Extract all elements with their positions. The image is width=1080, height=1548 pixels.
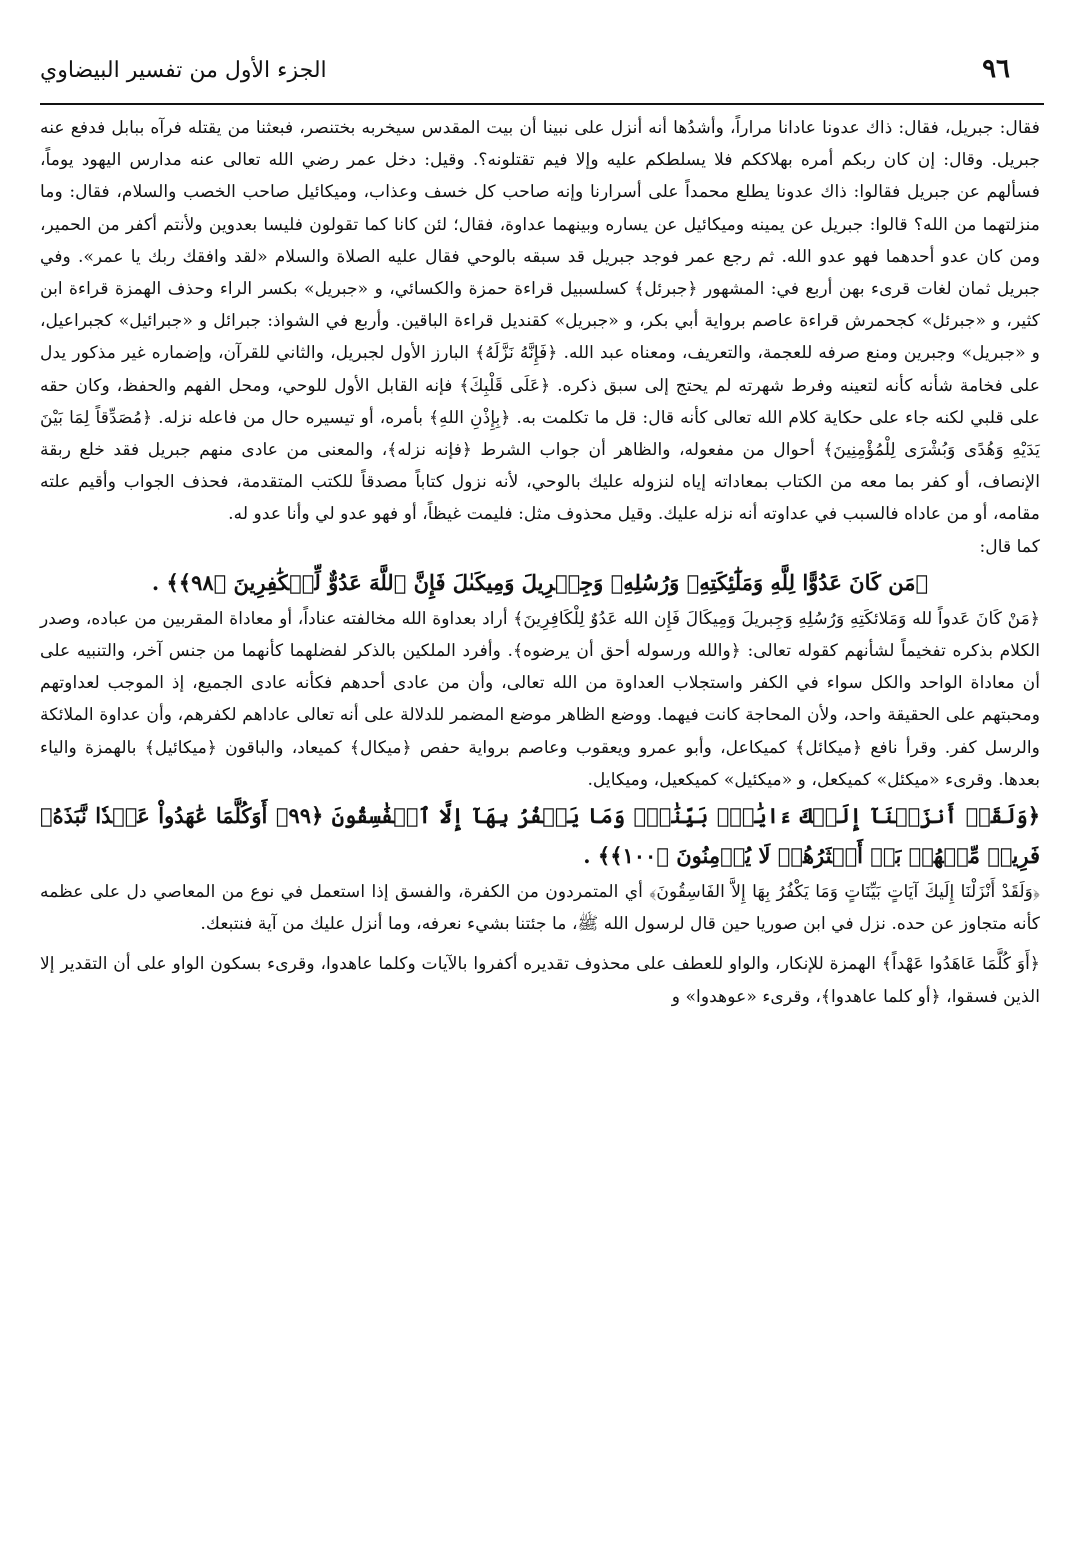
commentary-paragraph-1: فقال: جبريل، فقال: ذاك عدونا عادانا مراراً، وأشدُها أنه أنزل على نبينا أن بيت المقدس سيخربه بختنصر، فبعثنا من يقتله فرآه ببابل فدفع عنه جبريل. وقال: إن كان ربكم أمره بهلاككم فلا يسلطكم عليه وإلا فيم تقتلونه؟. وقيل: دخل عمر رضي الله تعالى عنه مدارس اليهود يوماً، فسألهم عن جبريل فقالوا: ذاك عدونا يطلع محمداً على أسرارنا وإنه صاحب كل خسف وعذاب، وميكائيل صاحب الخصب والسلام، فقال: وما منزلتهما من الله؟ قالوا: جبريل عن يمينه وميكائيل عن يساره وبينهما عداوة، فقال؛ لئن كانا كما تقولون فليسا بعدوين ولأنتم أكفر من الحمير، ومن كان عدو أحدهما فهو عدو الله. ثم رجع عمر فوجد جبريل قد سبقه بالوحي فقال عليه الصلاة والسلام «لقد وافقك ربك يا عمر». وفي جبريل ثمان لغات قرىء بهن أربع في: المشهور ﴿جبرئل﴾ كسلسبيل قراءة حمزة والكسائي، و «جبريل» بكسر الراء وحذف الهمزة قراءة ابن كثير، و «جبرئل» كجحمرش قراءة عاصم برواية أبي بكر، و «جبريل» كقنديل قراءة الباقين. وأربع في الشواذ: جبرائل و «جبرائيل» كجبراعيل، و «جبريل» وجبرين ومنع صرفه للعجمة، والتعريف، ومعناه عبد الله. ﴿فَإِنَّهُ نَزَّلَهُ﴾ البارز الأول لجبريل، والثاني للقرآن، وإضماره غير مذكور يدل على فخامة شأنه كأنه لتعينه وفرط شهرته لم يحتج إلى سبق ذكره. ﴿عَلَى قَلْبِكَ﴾ فإنه القابل الأول للوحي، ومحل الفهم والحفظ، وكان حقه على قلبي لكنه جاء على حكاية كلام الله تعالى كأنه قال: قل ما تكلمت به. ﴿بِإِذْنِ اللهِ﴾ بأمره، أو تيسيره حال من فاعله نزله. ﴿مُصَدِّقاً لِمَا بَيْنَ يَدَيْهِ وَهُدًى وَبُشْرَى لِلْمُؤْمِنِينَ﴾ أحوال من مفعوله، والظاهر أن جواب الشرط ﴿فإنه نزله﴾، والمعنى من عادى منهم جبريل فقد خلع ربقة الإنصاف، أو كفر بما معه من الكتاب بمعاداته إياه لنزوله عليك بالوحي، لأنه نزول كتاباً مصدقاً للكتب المتقدمة، فحذف الجواب وأقيم علته مقامه، أو من عاداه فالسبب في عداوته أنه نزله عليك. وقيل محذوف مثل: فليمت غيظاً، أو فهو عدو لي وأنا عدو له. bbox=[40, 118, 1040, 525]
header-rule bbox=[40, 103, 1044, 105]
page-number: ٩٦ bbox=[982, 54, 1010, 84]
quran-verses-99-100: ﴿وَلَقَدۡ أَنزَلۡنَآ إِلَيۡكَ ءَايَٰتِۭ بَيِّنَٰتٖۖ وَمَا يَكۡفُرُ بِهَآ إِلَّا ٱلۡفَٰسِقُونَ ﴿٩٩﴾ أَوَكُلَّمَا عَٰهَدُواْ عَهۡدٗا نَّبَذَهُۥ فَرِيقٞ مِّنۡهُمۚ بَلۡ أَكۡثَرُهُمۡ لَا يُؤۡمِنُونَ ﴿١٠٠﴾﴾ . bbox=[40, 803, 1040, 869]
commentary-paragraph-3: ﴿وَلَقَدْ أَنْزَلْنَا إِلَيكَ آيَاتٍ بَيِّنَاتٍ وَمَا يَكْفُرُ بِهَا إِلاَّ الفَاسِقُونَ﴾ أي المتمردون من الكفرة، والفسق إذا استعمل في نوع من المعاصي دل على عظمه كأنه متجاوز عن حده. نزل في ابن صوريا حين قال لرسول الله ﷺ، ما جئتنا بشيء نعرفه، وما أنزل عليك من آية فنتبعك. bbox=[40, 882, 1040, 935]
quran-verse-98: ﴿مَن كَانَ عَدُوًّا لِلَّهِ وَمَلَٰٓئِكَتِهِۦ وَرُسُلِهِۦ وَجِبۡرِيلَ وَمِيكَىٰلَ فَإِنَّ ٱللَّهَ عَدُوٌّ لِّلۡكَٰفِرِينَ ﴿٩٨﴾﴾ . bbox=[151, 569, 929, 595]
running-title: الجزء الأول من تفسير البيضاوي bbox=[40, 58, 327, 83]
page-header bbox=[40, 54, 1010, 94]
commentary-paragraph-4: ﴿أَوَ كُلَّمَا عَاهَدُوا عَهْداً﴾ الهمزة للإنكار، والواو للعطف على محذوف تقديره أكفروا بالآيات وكلما عاهدوا، وقرىء بسكون الواو على أن التقدير إلا الذين فسقوا، ﴿أو كلما عاهدوا﴾، وقرىء «عوهدوا» و bbox=[40, 954, 1040, 1007]
page-body bbox=[40, 112, 1040, 1013]
commentary-lead-in: كما قال: bbox=[979, 536, 1040, 557]
commentary-paragraph-2: ﴿مَنْ كَانَ عَدواً لله وَمَلائكَتِهِ وَرُسُلِهِ وَجِبريلَ وَمِيكَالَ فَإِن الله عَدُوٌ لِلْكَافِرِينَ﴾ أراد بعداوة الله مخالفته عناداً، أو معاداة المقربين من عباده، وصدر الكلام بذكره تفخيماً لشأنهم كقوله تعالى: ﴿والله ورسوله أحق أن يرضوه﴾. وأفرد الملكين بالذكر لفضلهما كأنهما من جنس آخر، والتنبيه على أن معاداة الواحد والكل سواء في الكفر واستجلاب العداوة من الله تعالى، وأن من عادى أحدهم فكأنه عادى الجميع، إذ الموجب لعداوتهم ومحبتهم على الحقيقة واحد، ولأن المحاجة كانت فيهما. ووضع الظاهر موضع المضمر للدلالة على أنه تعالى عاداهم لكفرهم، وأن عداوة الملائكة والرسل كفر. وقرأ نافع ﴿ميكائل﴾ كميكاعل، وأبو عمرو ويعقوب وعاصم برواية حفص ﴿ميكال﴾ كميعاد، والباقون ﴿ميكائيل﴾ بالهمزة والياء بعدها. وقرىء «ميكئل» كميكعل، و «ميكئيل» كميكعيل، وميكايل. bbox=[40, 608, 1040, 790]
